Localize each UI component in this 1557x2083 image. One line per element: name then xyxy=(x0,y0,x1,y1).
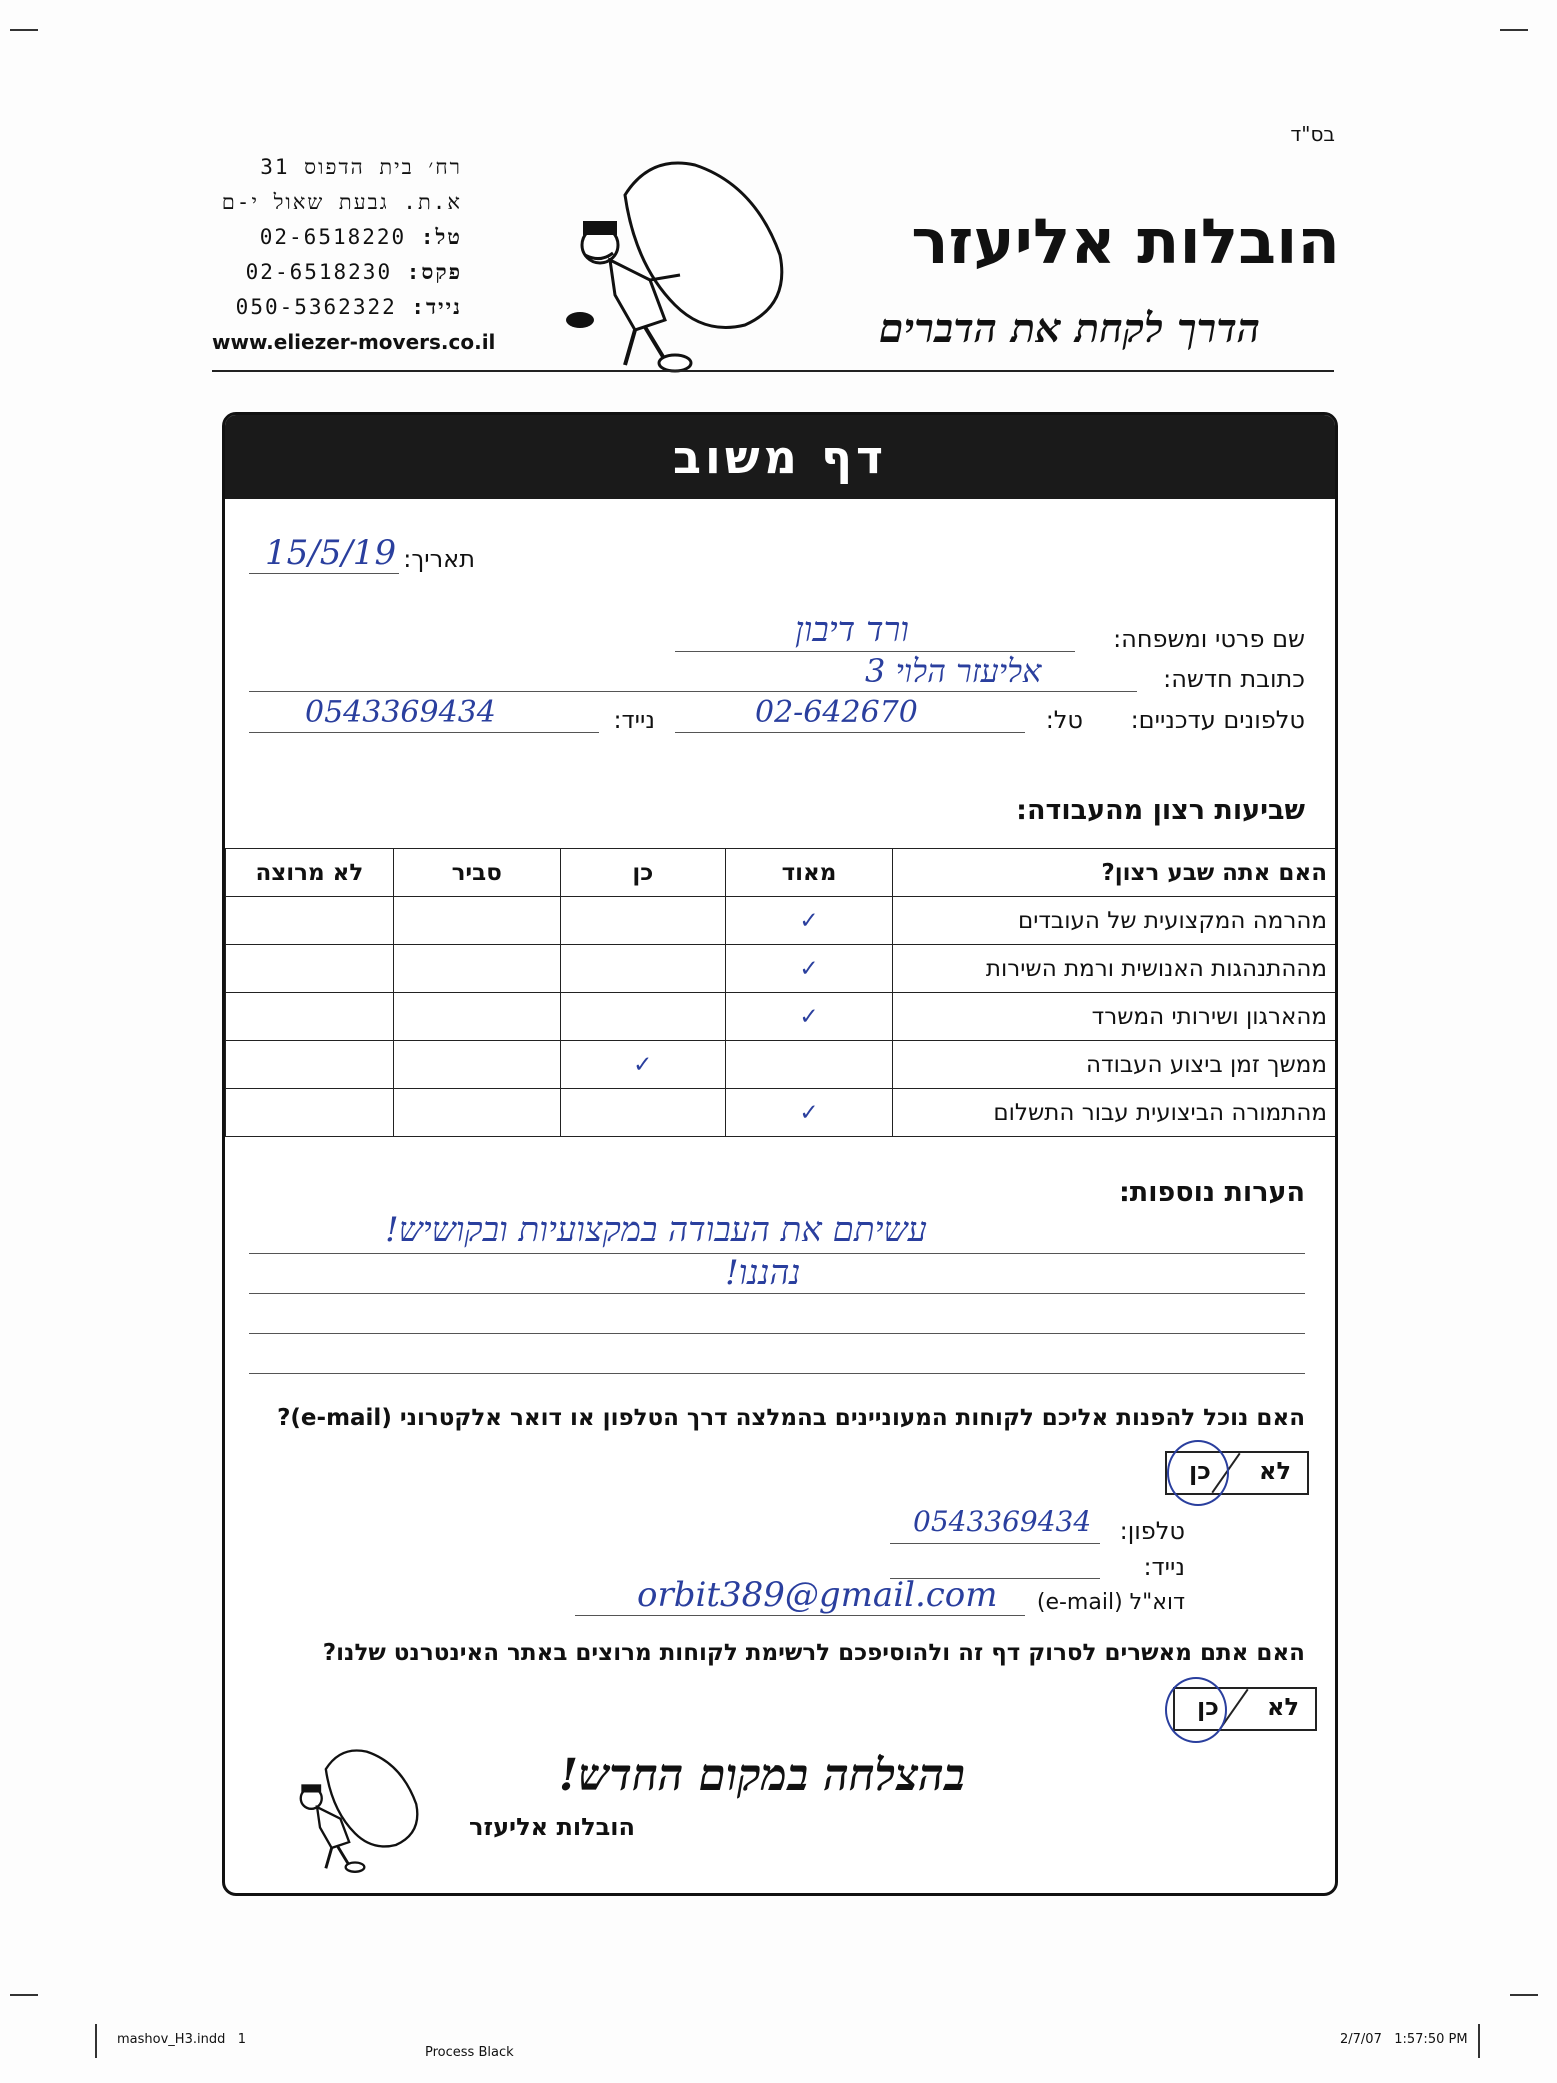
table-row-label: מהארגון ושירותי המשרד xyxy=(893,993,1336,1041)
referral-yes-circle xyxy=(1167,1440,1229,1506)
crop-mark xyxy=(10,29,38,31)
check-mark: ✓ xyxy=(726,993,893,1041)
crop-mark xyxy=(1500,29,1528,31)
referral-no[interactable]: לא xyxy=(1259,1457,1291,1485)
mobile-value: 0543369434 xyxy=(305,695,496,730)
table-cell xyxy=(560,993,725,1041)
table-cell xyxy=(226,897,394,945)
email-label: דוא"ל (e-mail) xyxy=(1036,1590,1185,1615)
table-cell xyxy=(560,945,725,993)
table-row xyxy=(226,897,1336,945)
mobile-line xyxy=(249,732,599,733)
mover-mascot-icon xyxy=(555,155,795,375)
signature-text: הובלות אליעזר xyxy=(469,1813,635,1841)
comment-line xyxy=(249,1293,1305,1294)
header-divider xyxy=(212,370,1334,372)
table-cell xyxy=(226,1089,394,1137)
table-row xyxy=(226,945,1336,993)
table-header-row xyxy=(226,849,1336,897)
bsd-mark: בס"ד xyxy=(1290,122,1335,146)
name-value: ורד דיבון xyxy=(795,610,909,650)
company-fax xyxy=(212,260,462,285)
check-mark: ✓ xyxy=(726,897,893,945)
footer-timestamp: 2/7/07 1:57:50 PM xyxy=(1340,2032,1468,2047)
table-cell xyxy=(393,993,560,1041)
company-name: הובלות אליעזר xyxy=(911,205,1340,278)
publish-question: האם אתם מאשרים לסרוק דף זה ולהוסיפכם לרשימת לקוחות מרוצים באתר האינטרנט שלנו? xyxy=(322,1640,1305,1666)
feedback-form xyxy=(222,412,1338,1896)
crop-mark xyxy=(10,1994,38,1996)
comment-line xyxy=(249,1333,1305,1334)
table-header-yes: כן xyxy=(560,849,725,897)
footer-file: mashov_H3.indd 1 xyxy=(117,2032,246,2047)
comments-heading: הערות נוספות: xyxy=(1118,1177,1305,1208)
tel-value: 02-642670 xyxy=(755,695,918,730)
table-cell xyxy=(226,993,394,1041)
mobile2-label: נייד: xyxy=(1143,1553,1185,1581)
mover-mascot-small-icon xyxy=(285,1745,425,1875)
table-row-label: מהתמורה הביצועית עבור התשלום xyxy=(893,1089,1336,1137)
comments-line-2: נהננו! xyxy=(725,1253,801,1293)
comments-line-1: עשיתם את העבודה במקצועיות ובקושיש! xyxy=(385,1210,927,1250)
table-row xyxy=(226,993,1336,1041)
table-row xyxy=(226,1089,1336,1137)
referral-yes[interactable]: כן xyxy=(1189,1457,1211,1485)
table-cell xyxy=(393,1041,560,1089)
farewell-message: בהצלחה במקום החדש! xyxy=(558,1750,965,1801)
company-tel xyxy=(212,225,462,250)
phone-value: 0543369434 xyxy=(913,1505,1092,1538)
email-value: orbit389@gmail.com xyxy=(637,1575,998,1615)
date-label: תאריך: xyxy=(403,545,475,573)
table-row xyxy=(226,1041,1336,1089)
table-cell xyxy=(393,945,560,993)
comment-line xyxy=(249,1373,1305,1374)
table-header-unsatisfied: לא מרוצה xyxy=(226,849,394,897)
satisfaction-table xyxy=(225,848,1336,1137)
referral-question: האם נוכל להפנות אליכם לקוחות המעוניינים בהמלצה דרך הטלפון או דואר אלקטרוני (e-mail)? xyxy=(277,1405,1305,1431)
email-line xyxy=(575,1615,1025,1616)
company-fax-label: פקס: xyxy=(406,260,462,284)
check-mark: ✓ xyxy=(560,1041,725,1089)
company-slogan: הדרך לקחת את הדברים xyxy=(878,305,1260,352)
table-cell xyxy=(560,897,725,945)
table-cell xyxy=(393,1089,560,1137)
form-title: דף משוב xyxy=(225,415,1335,499)
phones-mobile-label: נייד: xyxy=(613,706,655,734)
check-mark: ✓ xyxy=(726,945,893,993)
phone-line xyxy=(890,1543,1100,1544)
table-row-label: ממשך זמן ביצוע העבודה xyxy=(893,1041,1336,1089)
table-cell xyxy=(393,897,560,945)
publish-yes-circle xyxy=(1165,1677,1227,1743)
table-header-question: האם אתה שבע רצון? xyxy=(893,849,1336,897)
table-row-label: מההתנהגות האנושית ורמת השירות xyxy=(893,945,1336,993)
crop-mark xyxy=(95,2024,97,2058)
table-cell xyxy=(226,945,394,993)
satisfaction-heading: שביעות רצון מהעבודה: xyxy=(1016,795,1305,826)
company-tel-value: 02-6518220 xyxy=(259,225,407,249)
company-website: www.eliezer-movers.co.il xyxy=(212,330,496,354)
address-line-1: רח׳ בית הדפוס 31 xyxy=(260,155,462,179)
date-line xyxy=(249,573,399,574)
table-cell xyxy=(226,1041,394,1089)
company-fax-value: 02-6518230 xyxy=(245,260,393,284)
date-value: 15/5/19 xyxy=(265,533,397,573)
crop-mark xyxy=(1510,1994,1538,1996)
address-line xyxy=(249,691,1137,692)
table-header-very: מאוד xyxy=(726,849,893,897)
crop-mark xyxy=(1478,2024,1480,2058)
comment-line xyxy=(249,1253,1305,1254)
footer-color: Process Black xyxy=(425,2045,514,2060)
table-cell xyxy=(726,1041,893,1089)
company-mobile-label: נייד: xyxy=(411,295,462,319)
company-mobile-value: 050-5362322 xyxy=(235,295,397,319)
table-header-reasonable: סביר xyxy=(393,849,560,897)
publish-yes[interactable]: כן xyxy=(1197,1693,1219,1721)
address-line-2: א.ת. גבעת שאול י-ם xyxy=(221,190,462,214)
address-value: אליעזר הלוי 3 xyxy=(865,652,1042,690)
publish-no[interactable]: לא xyxy=(1267,1693,1299,1721)
company-tel-label: טל: xyxy=(420,225,462,249)
table-cell xyxy=(560,1089,725,1137)
phones-tel-label: טל: xyxy=(1045,706,1083,734)
check-mark: ✓ xyxy=(726,1089,893,1137)
table-row-label: מהרמה המקצועית של העובדים xyxy=(893,897,1336,945)
company-mobile xyxy=(212,295,462,320)
phone-label: טלפון: xyxy=(1119,1517,1185,1545)
name-label: שם פרטי ומשפחה: xyxy=(1113,625,1305,653)
address-label: כתובת חדשה: xyxy=(1163,665,1305,693)
phones-label: טלפונים עדכניים: xyxy=(1130,706,1305,734)
tel-line xyxy=(675,732,1025,733)
